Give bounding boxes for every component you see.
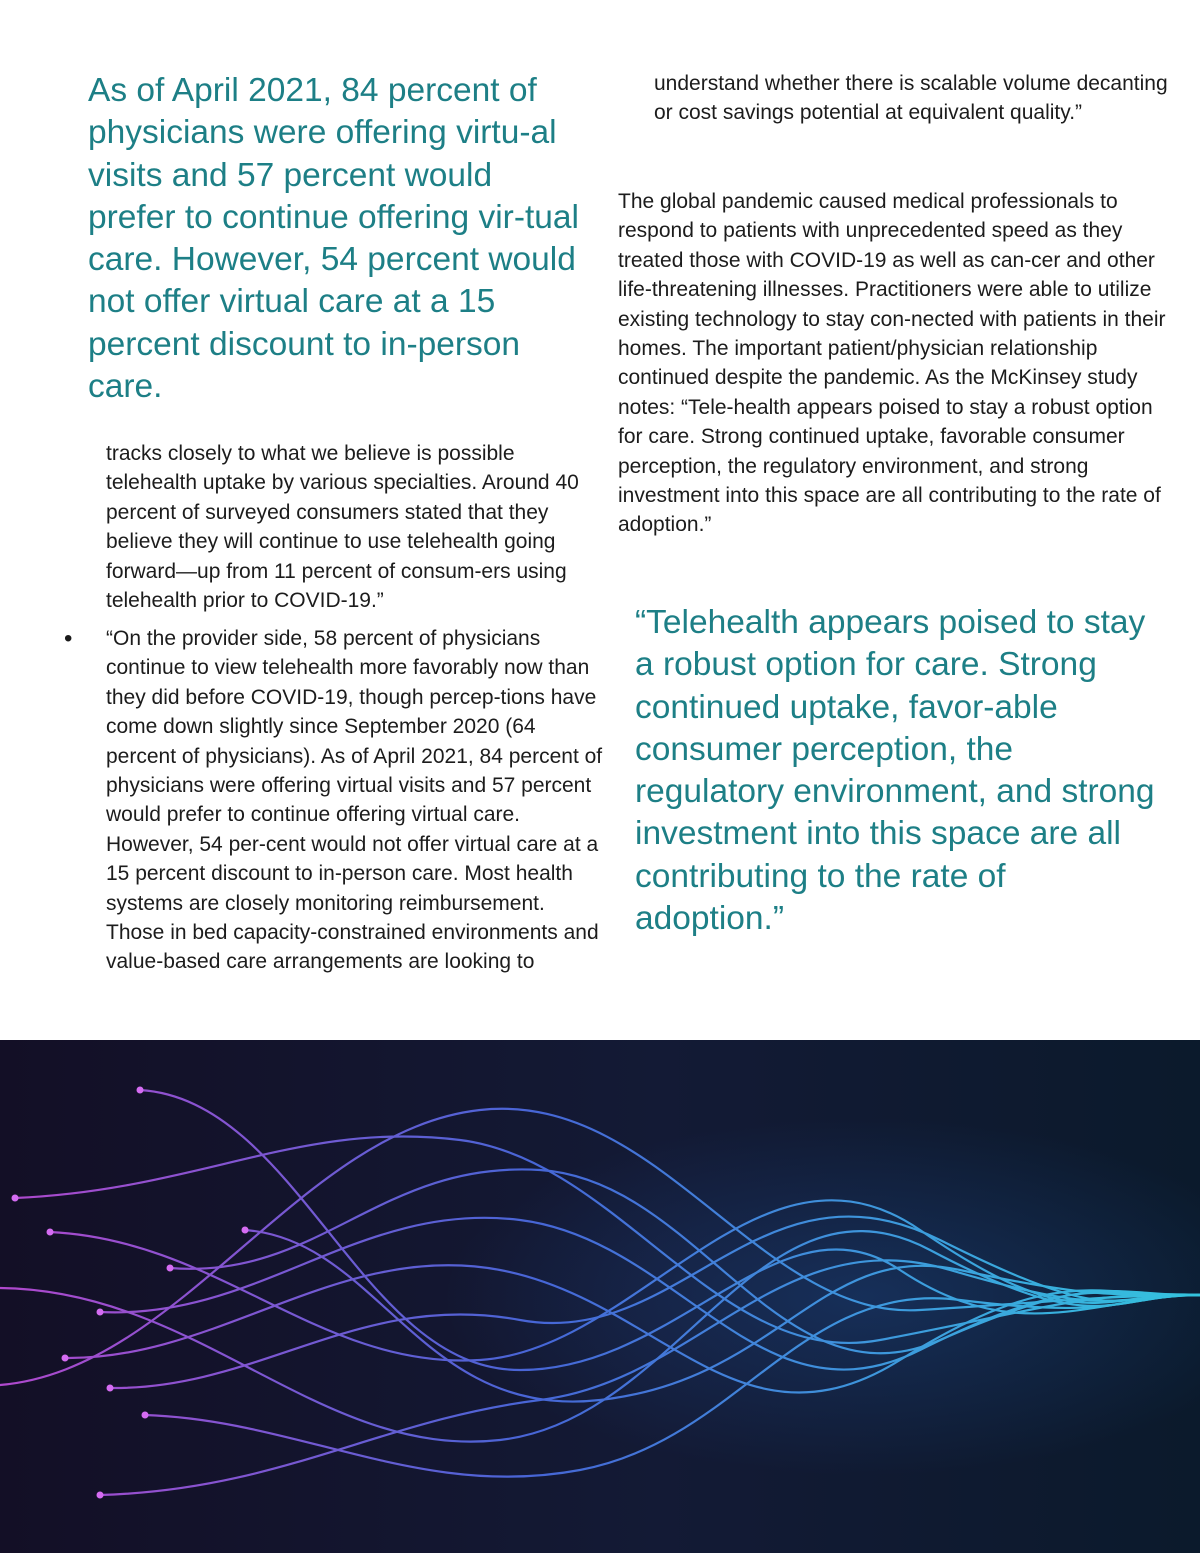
left-column-continuation: tracks closely to what we believe is possible telehealth uptake by various specialties. Around 40 percent of surveyed consumers stated that they believe they will continue to use telehealth going forward—up from 11 percent of consum-ers using telehealth prior to COVID-19.” — [106, 442, 579, 613]
endpoint-dot — [142, 1412, 149, 1419]
left-pull-quote: As of April 2021, 84 percent of physicians were offering virtu-al visits and 57 percent would prefer to continue offering vir-tual care. However, 54 percent would not offer virtual care at a 15 percent discount to in-person care. — [88, 72, 579, 406]
endpoint-dot — [47, 1229, 54, 1236]
endpoint-dot — [97, 1309, 104, 1316]
bullet-icon: • — [64, 625, 73, 652]
endpoint-dot — [107, 1385, 114, 1392]
right-quote-continuation: understand whether there is scalable volume decanting or cost savings potential at equivalent quality.” — [654, 72, 1168, 125]
bullet-list-item: “On the provider side, 58 percent of physicians continue to view telehealth more favorably now than they did before COVID-19, though percep-tions have come down slightly since September 2020 (64 percent of physicians). As of April 2021, 84 percent of physicians were offering virtual visits and 57 percent would prefer to continue offering virtual care. However, 54 per-cent would not offer virtual care at a 15 percent discount to in-person care. Most health systems are closely monitoring reimbursement. Those in bed capacity-constrained environments and value-based care arrangements are looking to — [106, 627, 603, 974]
endpoint-dot — [167, 1265, 174, 1272]
endpoint-dot — [242, 1227, 249, 1234]
endpoint-dot — [12, 1195, 19, 1202]
endpoint-dot — [97, 1492, 104, 1499]
endpoint-dot — [137, 1087, 144, 1094]
waves-illustration — [0, 1040, 1200, 1553]
right-body-paragraph: The global pandemic caused medical professionals to respond to patients with unprecedented speed as they treated those with COVID-19 as well as can-cer and other life-threatening illnesses. Practitioners were able to utilize existing technology to stay con-nected with patients in their homes. The important patient/physician relationship continued despite the pandemic. As the McKinsey study notes: “Tele-health appears poised to stay a robust option for care. Strong continued uptake, favorable consumer perception, the regulatory environment, and strong investment into this space are all contributing to the rate of adoption.” — [618, 190, 1166, 537]
fiber-optic-waves-image — [0, 1040, 1200, 1553]
endpoint-dot — [62, 1355, 69, 1362]
right-pull-quote: “Telehealth appears poised to stay a robust option for care. Strong continued uptake, favor-able consumer perception, the regulatory environment, and strong investment into this space are all contributing to the rate of adoption.” — [635, 604, 1155, 938]
